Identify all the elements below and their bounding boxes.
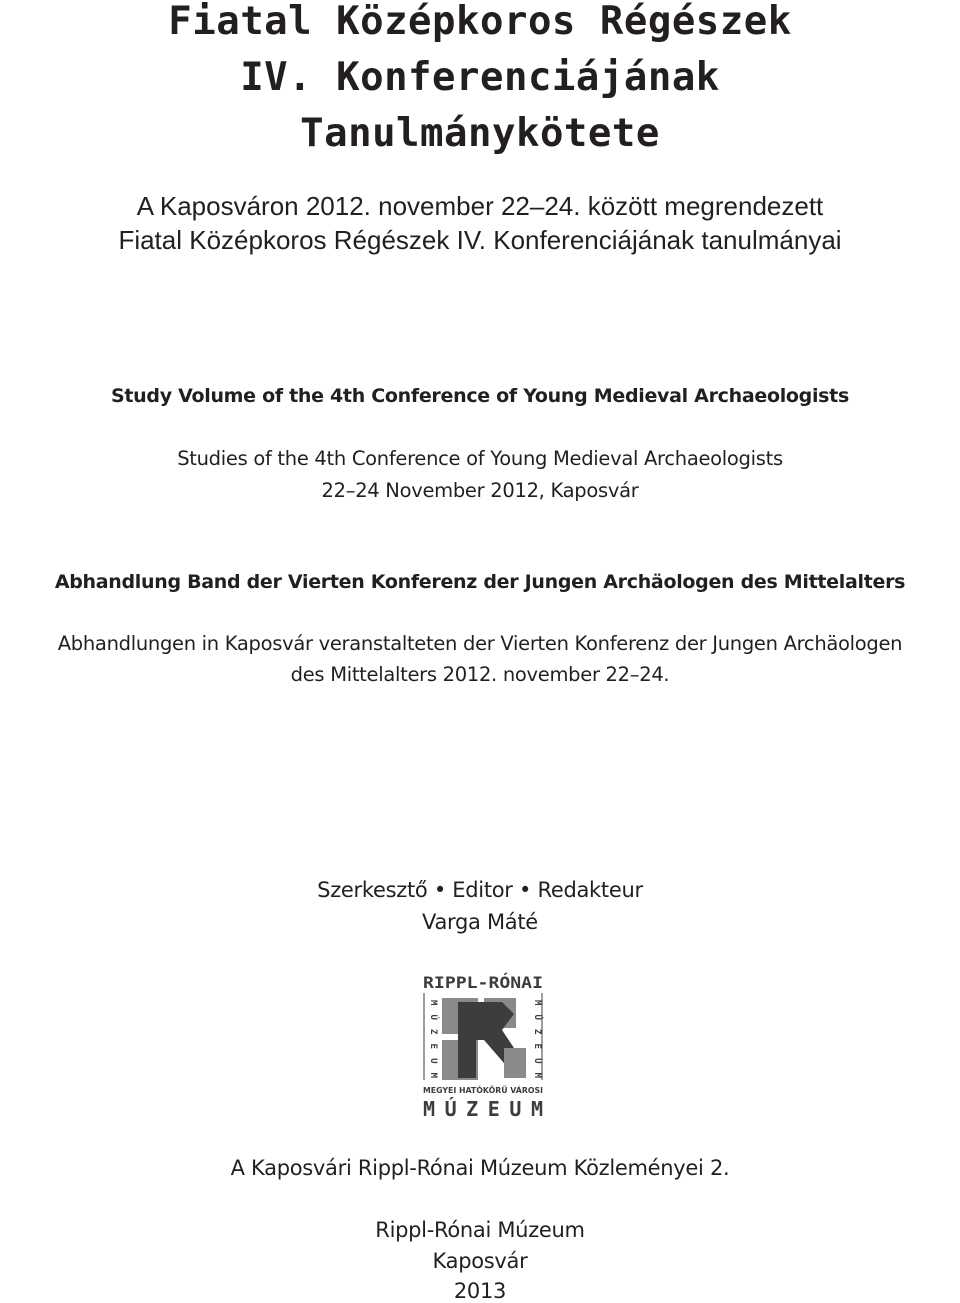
series-title: A Kaposvári Rippl-Rónai Múzeum Közleményei 2. [230,1156,730,1180]
logo-right-side-text: MÚZEUM [532,1000,542,1078]
german-subtitle-line-2: des Mittelalters 2012. november 22–24. [290,663,670,686]
logo-top-text: RIPPL-RÓNAI [423,973,543,992]
german-subtitle-line-1: Abhandlungen in Kaposvár veranstalteten der Vierten Konferenz der Jungen Archäologen [57,632,903,655]
main-title-line-3: Tanulmánykötete [300,111,660,156]
logo-left-side-text: MÚZEUM [428,1000,438,1078]
main-title-line-2: IV. Konferenciájának [240,55,720,100]
logo-band-text: MEGYEI HATÓKÖRŰ VÁROSI [423,1086,544,1095]
german-title: Abhandlung Band der Vierten Konferenz der Jungen Archäologen des Mittelalters [54,571,906,593]
english-subtitle-line-2: 22–24 November 2012, Kaposvár [321,479,639,502]
logo-emblem [442,998,526,1080]
museum-logo [418,970,548,1120]
publication-year: 2013 [453,1279,507,1303]
editor-name: Varga Máté [422,910,538,934]
publisher-name: Rippl-Rónai Múzeum [375,1218,585,1242]
hungarian-subtitle-line-1: A Kaposváron 2012. november 22–24. között megrendezett [136,191,824,221]
publisher-city: Kaposvár [432,1249,528,1273]
english-title: Study Volume of the 4th Conference of Young Medieval Archaeologists [111,385,849,407]
hungarian-subtitle-line-2: Fiatal Középkoros Régészek IV. Konferenciájának tanulmányai [118,225,842,255]
main-title-line-1: Fiatal Középkoros Régészek [168,0,792,44]
editor-label: Szerkesztő • Editor • Redakteur [317,878,643,902]
logo-bottom-text: MÚZEUM [423,1097,543,1120]
english-subtitle-line-1: Studies of the 4th Conference of Young Medieval Archaeologists [177,447,783,470]
